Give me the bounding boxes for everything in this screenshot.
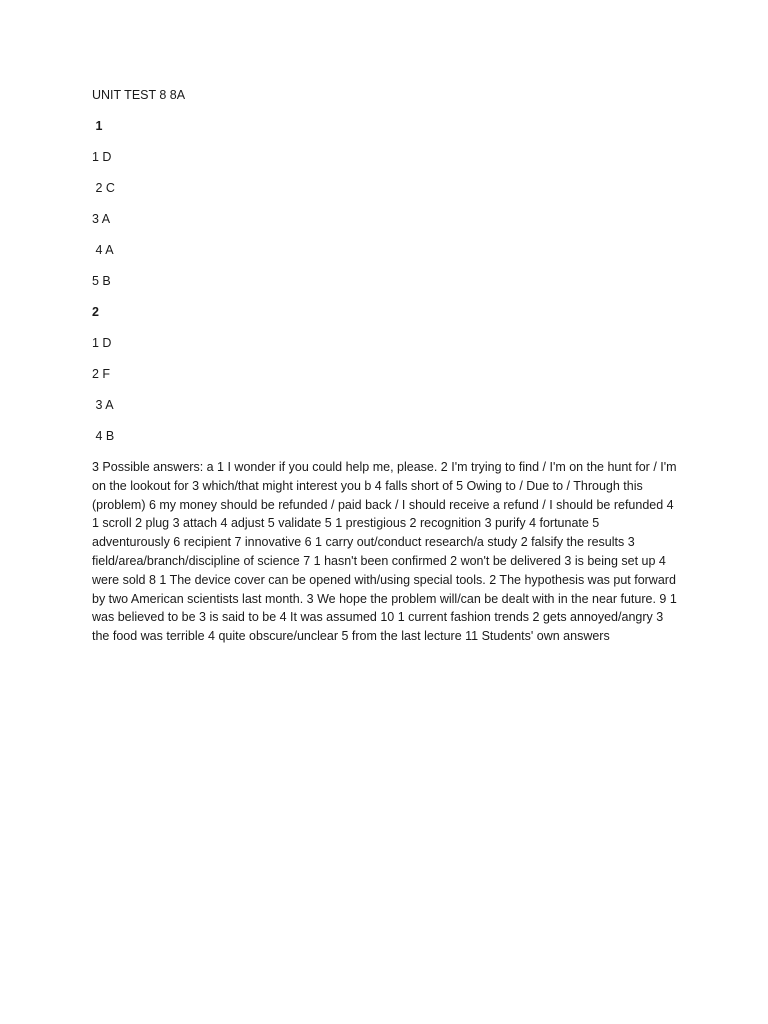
answer-line: 1 D bbox=[92, 336, 112, 350]
answer-line: 3 A bbox=[92, 212, 111, 226]
document-page bbox=[92, 86, 678, 646]
answer-line: 5 B bbox=[92, 274, 111, 288]
document-title: UNIT TEST 8 8A bbox=[92, 88, 186, 102]
answer-line: 3 A bbox=[92, 398, 114, 412]
answer-line: 2 C bbox=[92, 181, 115, 195]
answer-line: 1 D bbox=[92, 150, 112, 164]
answer-line: 4 B bbox=[92, 429, 115, 443]
section-2-heading: 2 bbox=[92, 305, 99, 319]
answer-line: 4 A bbox=[92, 243, 114, 257]
answer-line: 2 F bbox=[92, 367, 111, 381]
answers-paragraph: 3 Possible answers: a 1 I wonder if you could help me, please. 2 I'm trying to find / I'm on the hunt for / I'm on the lookout for 3 which/that might interest you b 4 falls short of 5 Owing to / Due to / Through this (problem) 6 my money should be refunded / paid back / I should receive a refund / I should be refunded 4 1 scroll 2 plug 3 attach 4 adjust 5 validate 5 1 prestigious 2 recognition 3 purify 4 fortunate 5 adventurously 6 recipient 7 innovative 6 1 carry out/conduct research/a study 2 falsify the results 3 field/area/branch/discipline of science 7 1 hasn't been confirmed 2 won't be delivered 3 is being set up 4 were sold 8 1 The device cover can be opened with/using special tools. 2 The hypothesis was put forward by two American scientists last month. 3 We hope the problem will/can be dealt with in the near future. 9 1 was believed to be 3 is said to be 4 It was assumed 10 1 current fashion trends 2 gets annoyed/angry 3 the food was terrible 4 quite obscure/unclear 5 from the last lecture 11 Students' own answers bbox=[92, 460, 677, 644]
section-1-heading: 1 bbox=[92, 119, 103, 133]
